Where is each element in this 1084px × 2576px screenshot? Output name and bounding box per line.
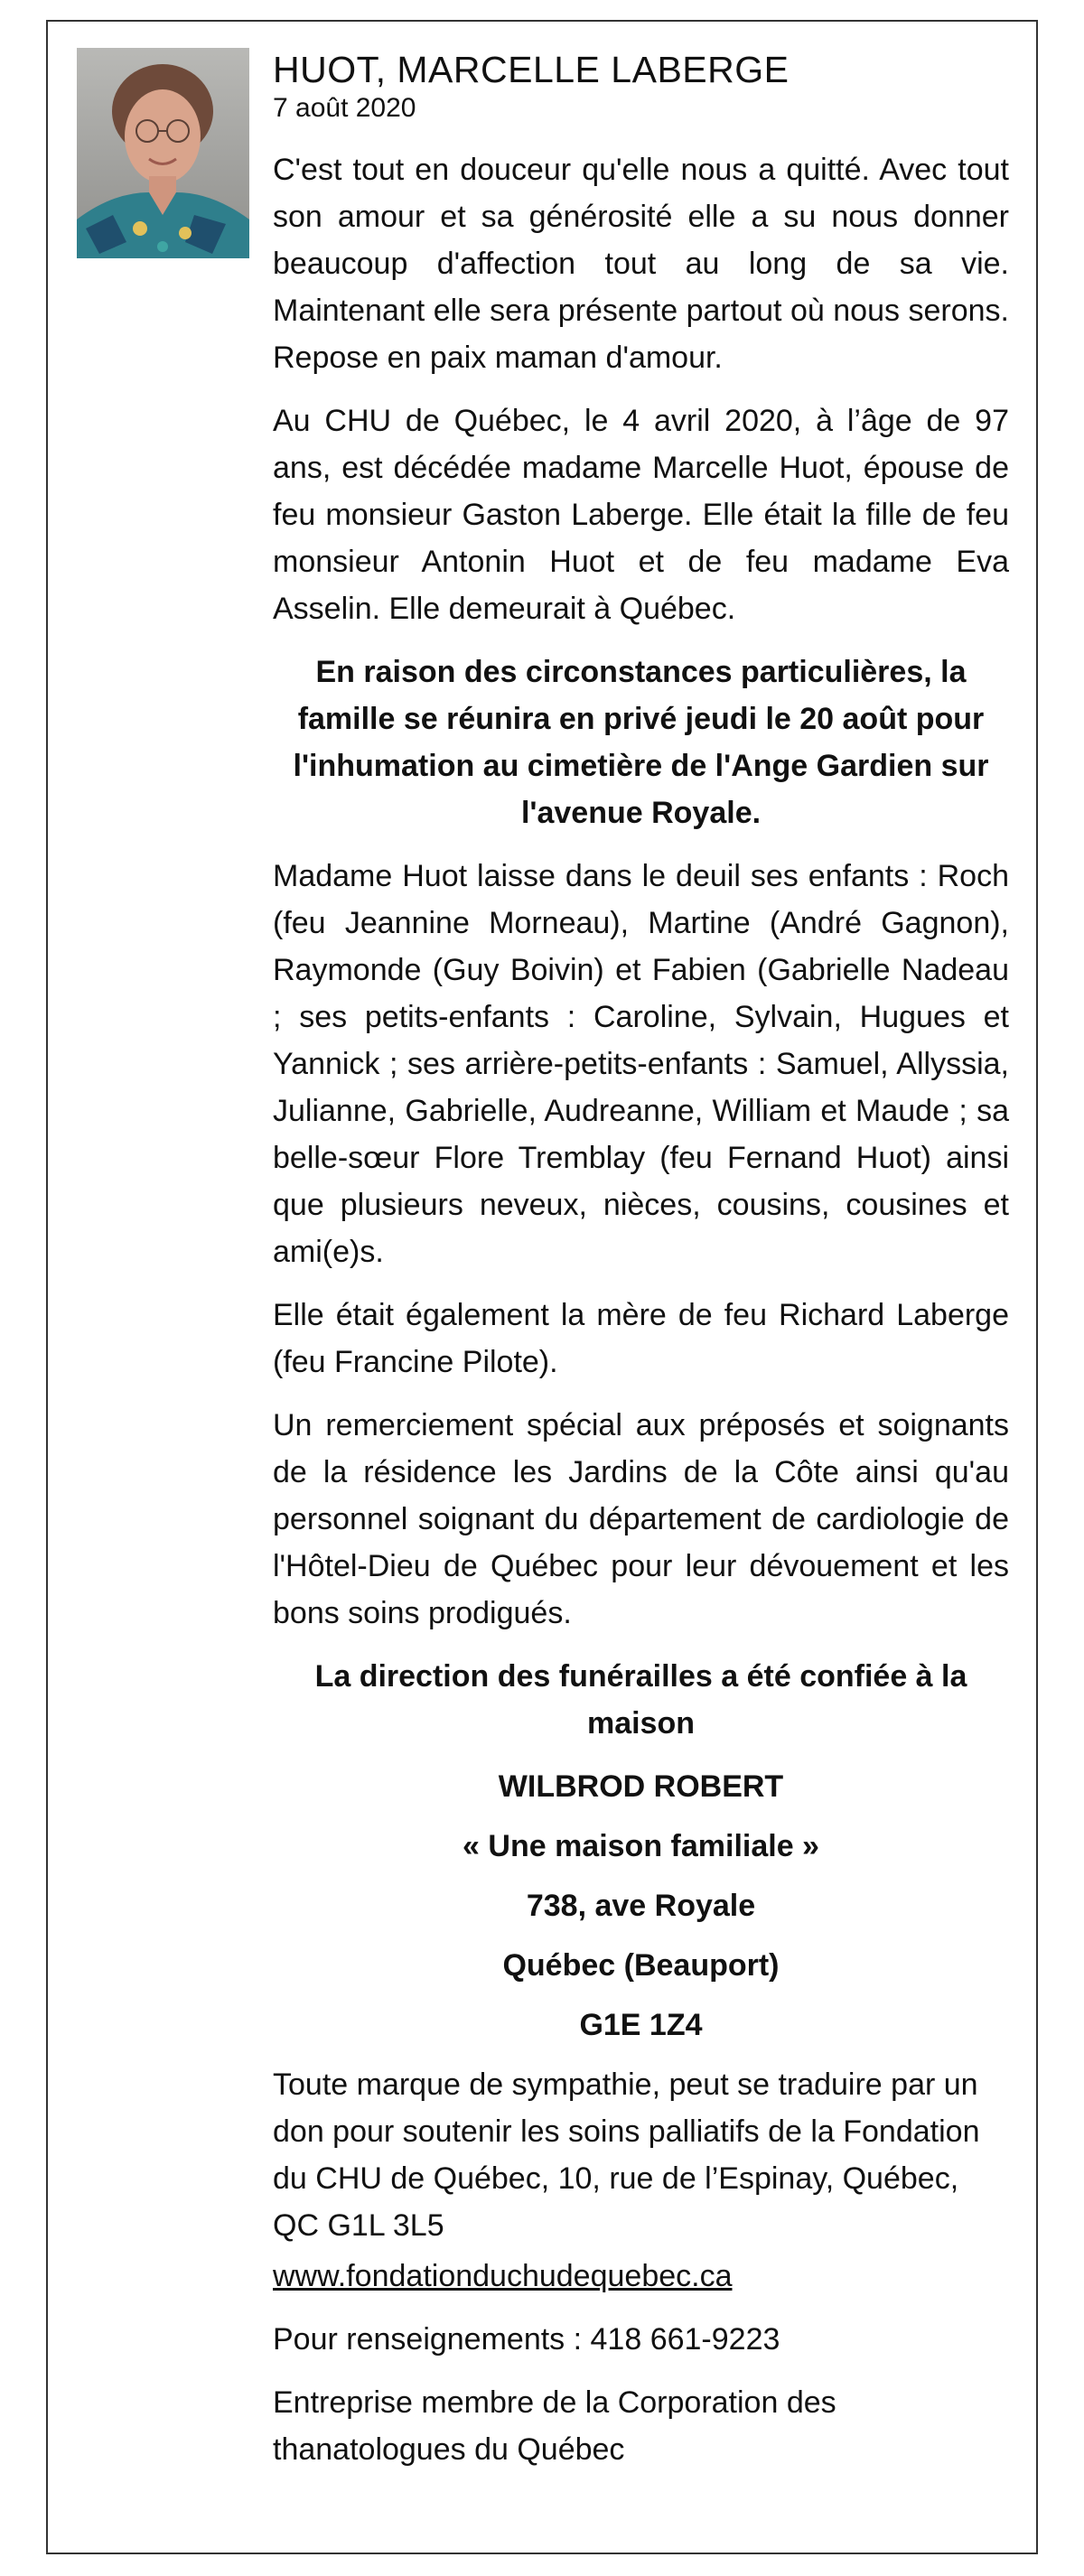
- donation-text: Toute marque de sympathie, peut se traduire par un don pour soutenir les soins palliatifs de la Fondation du CHU de Québec, 10, rue de l’Espinay, Québec, QC G1L 3L5: [273, 2067, 980, 2243]
- death-notice-paragraph: Au CHU de Québec, le 4 avril 2020, à l’âge de 97 ans, est décédée madame Marcelle Huot, épouse de feu monsieur Gaston Laberge. Elle était la fille de feu monsieur Antonin Huot et de feu madame Eva Asselin. Elle demeurait à Québec.: [273, 404, 1009, 626]
- donation-link-line: [273, 2253, 1009, 2300]
- funeral-home-name: WILBROD ROBERT: [498, 1769, 784, 1804]
- publication-date: 7 août 2020: [273, 93, 416, 123]
- obituary-card: [46, 20, 1038, 2554]
- funeral-direction-heading: La direction des funérailles a été confiée à la maison: [314, 1659, 967, 1741]
- funeral-home-street: 738, ave Royale: [526, 1889, 756, 1923]
- predeceased-paragraph: Elle était également la mère de feu Richard Laberge (feu Francine Pilote).: [273, 1298, 1009, 1379]
- intro-paragraph: C'est tout en douceur qu'elle nous a quitté. Avec tout son amour et sa générosité elle a su nous donner beaucoup d'affection tout au long de sa vie. Maintenant elle sera présente partout où nous serons. Repose en paix maman d'amour.: [273, 153, 1009, 375]
- deceased-name: HUOT, MARCELLE LABERGE: [273, 49, 790, 90]
- membership-line: Entreprise membre de la Corporation des thanatologues du Québec: [273, 2385, 836, 2467]
- funeral-home-slogan: « Une maison familiale »: [463, 1829, 819, 1863]
- donation-paragraph: [273, 2061, 1009, 2249]
- gathering-notice: En raison des circonstances particulières, la famille se réunira en privé jeudi le 20 août pour l'inhumation au cimetière de l'Ange Gardien sur l'avenue Royale.: [293, 655, 989, 830]
- funeral-home-postal: G1E 1Z4: [579, 2008, 703, 2042]
- portrait-photo: [77, 48, 249, 258]
- donation-link[interactable]: www.fondationduchudequebec.ca: [273, 2259, 733, 2293]
- funeral-home-city: Québec (Beauport): [502, 1948, 780, 1983]
- thanks-paragraph: Un remerciement spécial aux préposés et soignants de la résidence les Jardins de la Côte ainsi qu'au personnel soignant du département de cardiologie de l'Hôtel-Dieu de Québec pour leur dévouement et les bons soins prodigués.: [273, 1408, 1009, 1630]
- survivors-paragraph: Madame Huot laisse dans le deuil ses enfants : Roch (feu Jeannine Morneau), Martine (André Gagnon), Raymonde (Guy Boivin) et Fabien (Gabrielle Nadeau ; ses petits-enfants : Caroline, Sylvain, Hugues et Yannick ; ses arrière-petits-enfants : Samuel, Allyssia, Julianne, Gabrielle, Audreanne, William et Maude ; sa belle-sœur Flore Tremblay (feu Fernand Huot) ainsi que plusieurs neveux, nièces, cousins, cousines et ami(e)s.: [273, 859, 1009, 1269]
- info-line: Pour renseignements : 418 661-9223: [273, 2322, 780, 2357]
